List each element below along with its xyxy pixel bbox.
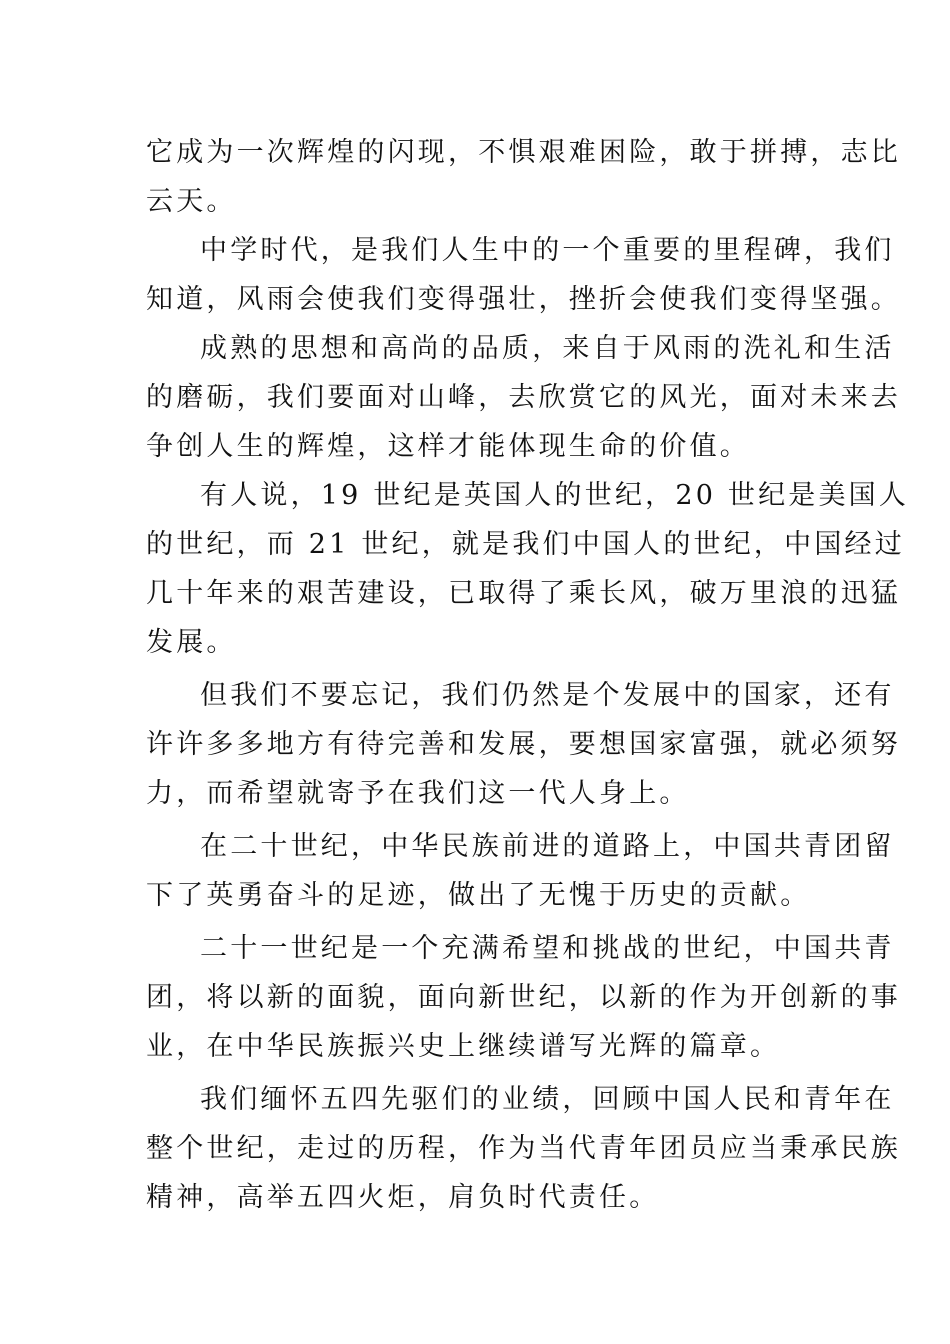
text-line: 业，在中华民族振兴史上继续谱写光辉的篇章。 xyxy=(146,1031,781,1062)
paragraph-first-line: 有人说，19 世纪是英国人的世纪，20 世纪是美国人 xyxy=(200,480,910,511)
paragraph-first-line: 在二十世纪，中华民族前进的道路上，中国共青团留 xyxy=(200,831,895,862)
text-line: 许许多多地方有待完善和发展，要想国家富强，就必须努 xyxy=(146,729,901,760)
text-line: 的磨砺，我们要面对山峰，去欣赏它的风光，面对未来去 xyxy=(146,382,901,413)
text-line: 它成为一次辉煌的闪现，不惧艰难困险，敢于拼搏，志比 xyxy=(146,137,901,168)
text-line: 下了英勇奋斗的足迹，做出了无愧于历史的贡献。 xyxy=(146,880,811,911)
text-line: 知道，风雨会使我们变得强壮，挫折会使我们变得坚强。 xyxy=(146,284,901,315)
paragraph-first-line: 我们缅怀五四先驱们的业绩，回顾中国人民和青年在 xyxy=(200,1084,895,1115)
text-line: 精神，高举五四火炬，肩负时代责任。 xyxy=(146,1182,660,1213)
text-line: 发展。 xyxy=(146,627,237,658)
paragraph-first-line: 但我们不要忘记，我们仍然是个发展中的国家，还有 xyxy=(200,680,895,711)
text-line: 几十年来的艰苦建设，已取得了乘长风，破万里浪的迅猛 xyxy=(146,578,901,609)
text-line: 力，而希望就寄予在我们这一代人身上。 xyxy=(146,778,690,809)
text-line: 云天。 xyxy=(146,186,237,217)
text-line: 的世纪，而 21 世纪，就是我们中国人的世纪，中国经过 xyxy=(146,529,905,560)
paragraph-first-line: 成熟的思想和高尚的品质，来自于风雨的洗礼和生活 xyxy=(200,333,895,364)
text-line: 争创人生的辉煌，这样才能体现生命的价值。 xyxy=(146,431,750,462)
paragraph-first-line: 二十一世纪是一个充满希望和挑战的世纪，中国共青 xyxy=(200,933,895,964)
paragraph-first-line: 中学时代，是我们人生中的一个重要的里程碑，我们 xyxy=(200,235,895,266)
text-line: 团，将以新的面貌，面向新世纪，以新的作为开创新的事 xyxy=(146,982,901,1013)
text-line: 整个世纪，走过的历程，作为当代青年团员应当秉承民族 xyxy=(146,1133,901,1164)
